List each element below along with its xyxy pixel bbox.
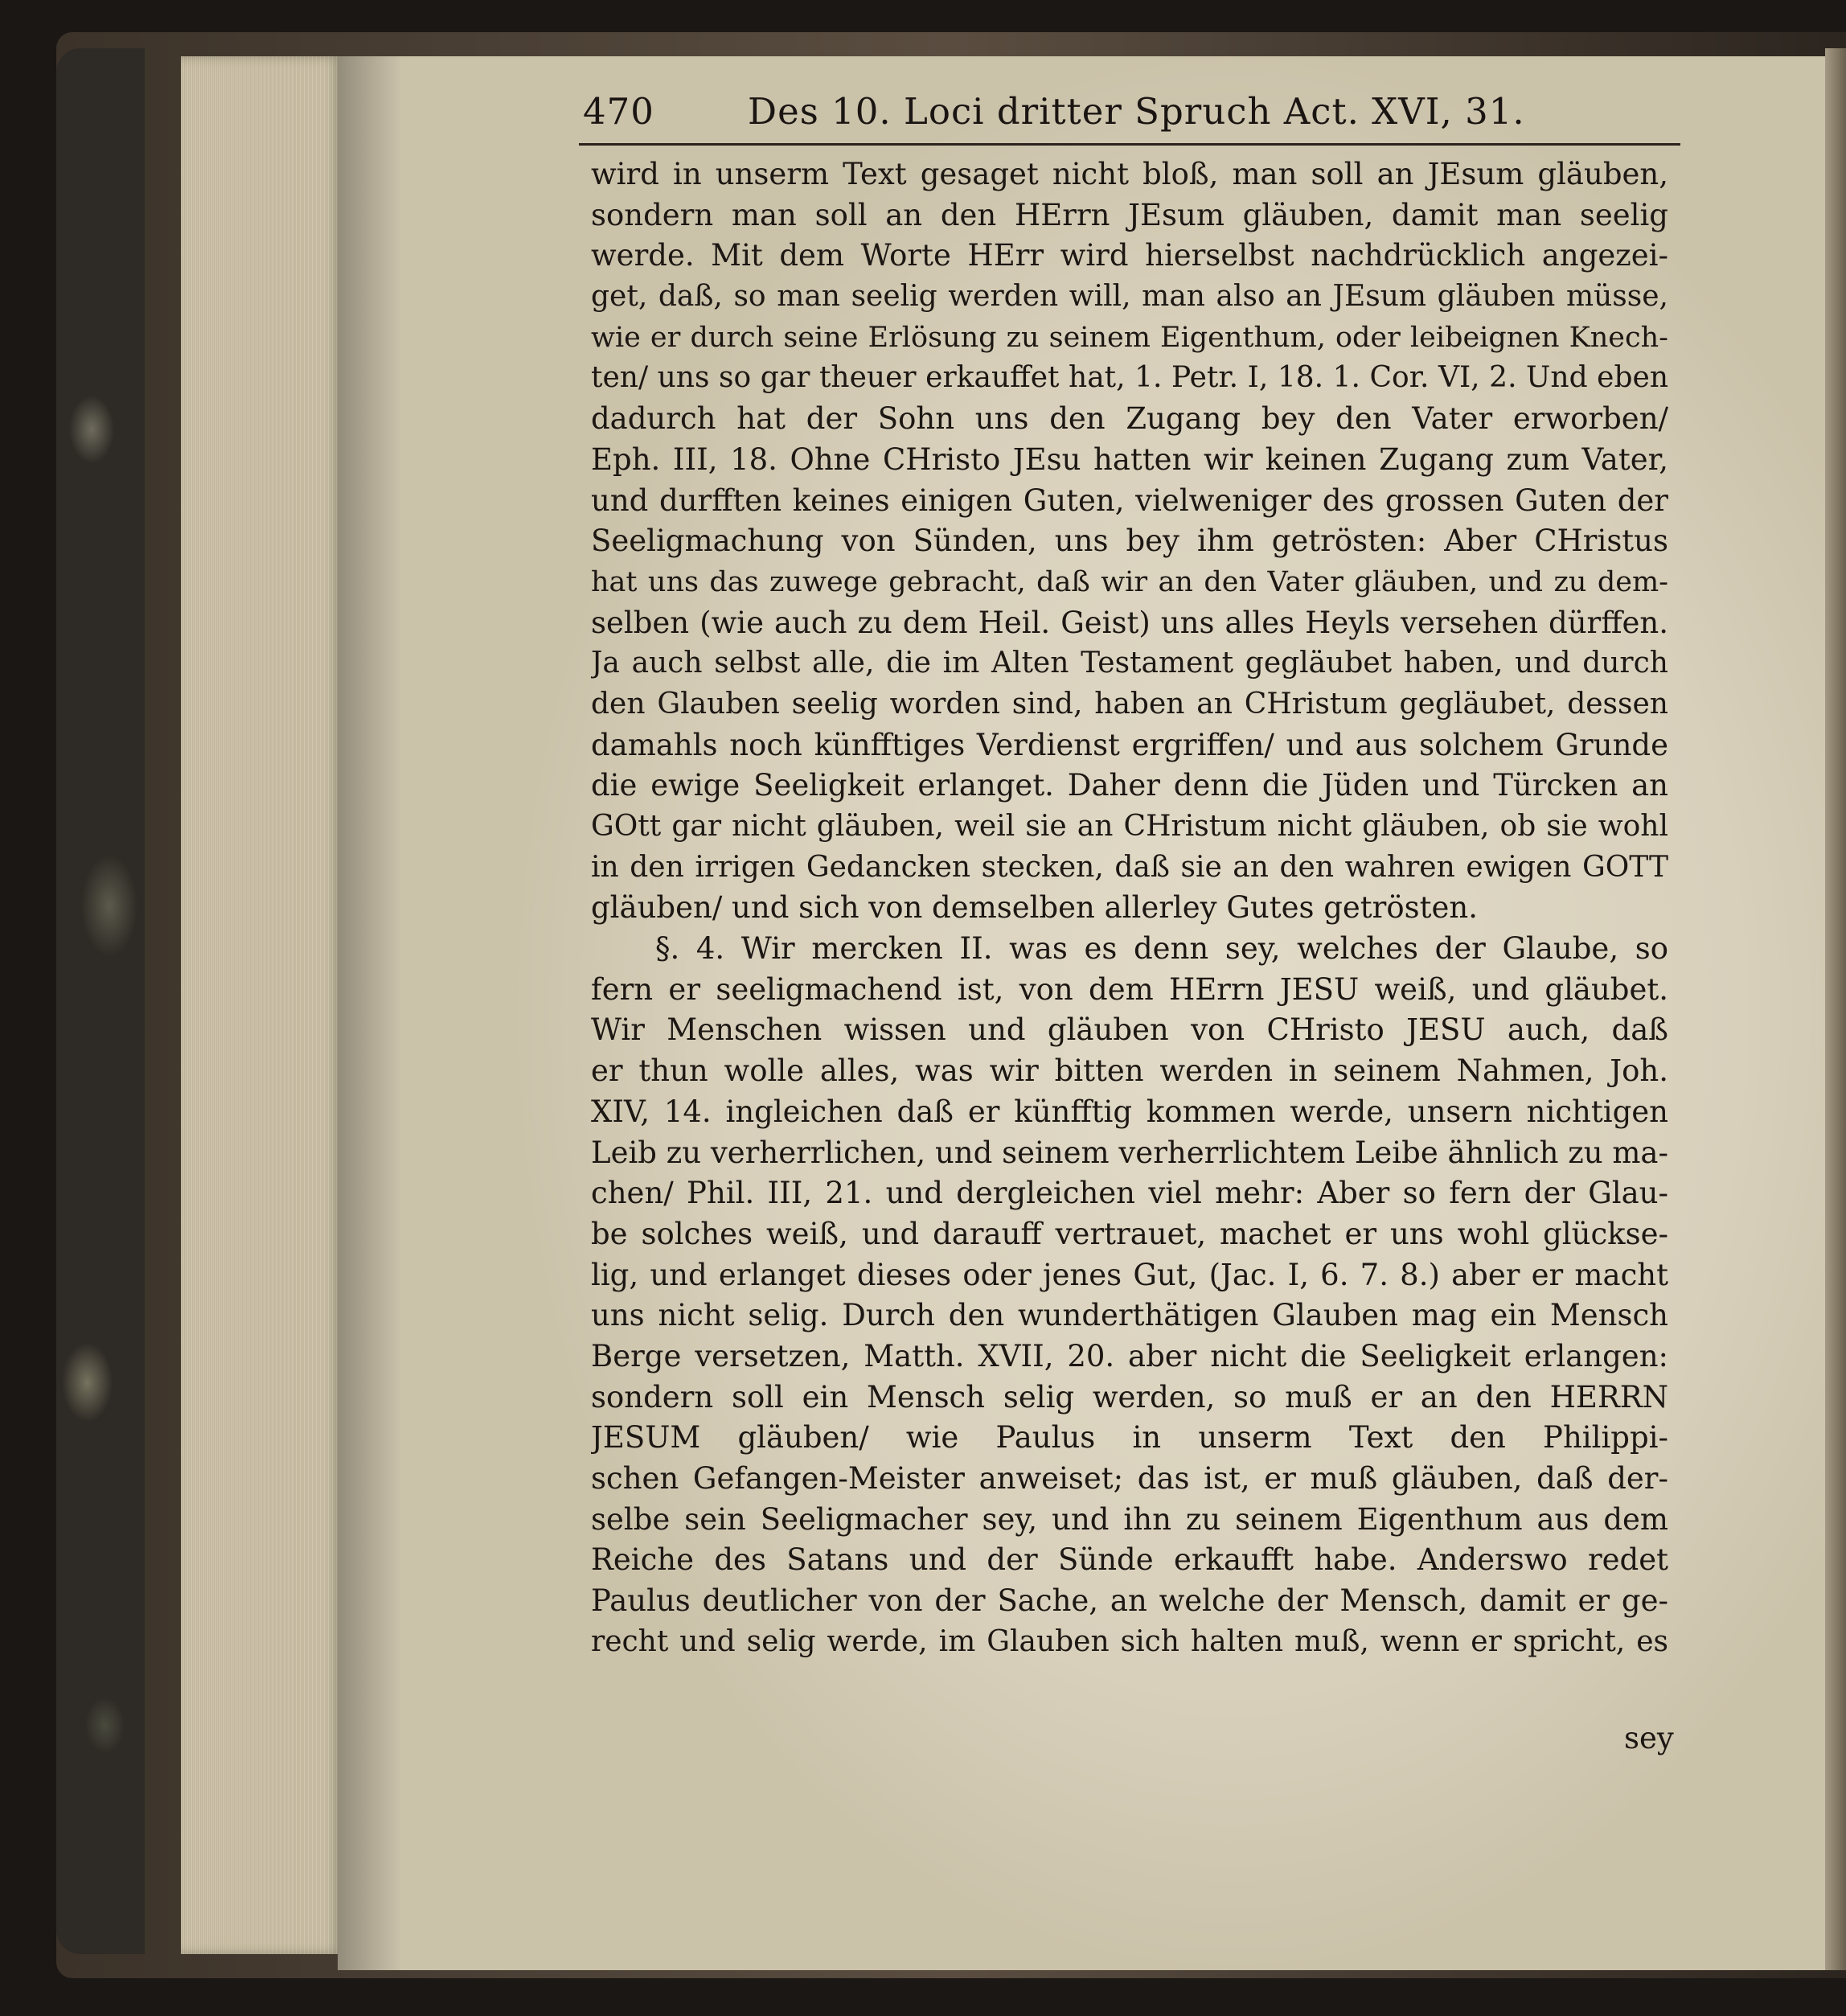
text-line: sondern man soll an den HErrn JEsum gläuben, damit man seelig	[591, 197, 1668, 232]
text-line: XIV, 14. ingleichen daß er künfftig kommen werde, unsern nichtigen	[591, 1094, 1668, 1129]
text-line: den Glauben seelig worden sind, haben an CHristum gegläubet, dessen	[591, 687, 1668, 721]
running-title: Des 10. Loci dritter Spruch Act. XVI, 31.	[748, 90, 1525, 133]
text-line: und durfften keines einigen Guten, vielweniger des grossen Guten der	[591, 482, 1668, 518]
gutter-shadow	[338, 56, 402, 1970]
page-edges	[181, 56, 342, 1954]
catchword: sey	[1624, 1721, 1674, 1755]
text-line: lig, und erlanget dieses oder jenes Gut, (Jac. I, 6. 7. 8.) aber er macht	[591, 1257, 1668, 1292]
page-number: 470	[583, 90, 654, 133]
text-line: Reiche des Satans und der Sünde erkaufft habe. Anderswo redet	[591, 1542, 1668, 1578]
text-line: recht und selig werde, im Glauben sich halten muß, wenn er spricht, es	[591, 1624, 1668, 1658]
text-line: chen/ Phil. III, 21. und dergleichen viel mehr: Aber so fern der Glau-	[591, 1176, 1668, 1211]
text-line: Paulus deutlicher von der Sache, an welche der Mensch, damit er ge-	[591, 1583, 1668, 1619]
text-line: werde. Mit dem Worte HErr wird hierselbst nachdrücklich angezei-	[591, 238, 1668, 273]
text-line: Seeligmachung von Sünden, uns bey ihm getrösten: Aber CHristus	[591, 524, 1668, 559]
text-line: wird in unserm Text gesaget nicht bloß, man soll an JEsum gläuben,	[591, 157, 1668, 191]
text-line: selben (wie auch zu dem Heil. Geist) uns alles Heyls versehen dürffen.	[591, 605, 1668, 640]
text-line: dadurch hat der Sohn uns den Zugang bey den Vater erworben/	[591, 401, 1668, 437]
text-line: die ewige Seeligkeit erlanget. Daher denn die Jüden und Türcken an	[591, 768, 1668, 803]
text-line: gläuben/ und sich von demselben allerley Gutes getrösten.	[591, 890, 1478, 926]
text-line: damahls noch künfftiges Verdienst ergriffen/ und aus solchem Grunde	[591, 727, 1668, 762]
marbled-cover	[56, 48, 145, 1954]
text-line: GOtt gar nicht gläuben, weil sie an CHristum nicht gläuben, ob sie wohl	[591, 810, 1668, 843]
text-line: Ja auch selbst alle, die im Alten Testament gegläubet haben, und durch	[591, 647, 1668, 680]
text-line: Berge versetzen, Matth. XVII, 20. aber nicht die Seeligkeit erlangen:	[591, 1338, 1668, 1373]
text-line: hat uns das zuwege gebracht, daß wir an den Vater gläuben, und zu dem-	[591, 565, 1668, 598]
body-text	[591, 154, 1668, 1662]
text-line: in den irrigen Gedancken stecken, daß sie an den wahren ewigen GOTT	[591, 850, 1668, 884]
text-line: schen Gefangen-Meister anweiset; das ist, er muß gläuben, daß der-	[591, 1461, 1668, 1496]
header-rule	[579, 143, 1680, 146]
right-page-edge	[1825, 48, 1846, 1970]
text-line: wie er durch seine Erlösung zu seinem Eigenthum, oder leibeignen Knech-	[591, 321, 1668, 354]
text-line: sondern soll ein Mensch selig werden, so muß er an den HERRN	[591, 1379, 1668, 1414]
text-line: JESUM gläuben/ wie Paulus in unserm Text den Philippi-	[591, 1420, 1668, 1456]
text-line: Eph. III, 18. Ohne CHristo JEsu hatten wir keinen Zugang zum Vater,	[591, 441, 1668, 477]
text-line: Wir Menschen wissen und gläuben von CHristo JESU auch, daß	[591, 1012, 1668, 1048]
text-line: ten/ uns so gar theuer erkauffet hat, 1. Petr. I, 18. 1. Cor. VI, 2. Und eben	[591, 361, 1668, 395]
section-heading-line: §. 4. Wir mercken II. was es denn sey, welches der Glaube, so	[655, 931, 1668, 967]
text-line: selbe sein Seeligmacher sey, und ihn zu seinem Eigenthum aus dem	[591, 1501, 1668, 1537]
text-line: get, daß, so man seelig werden will, man also an JEsum gläuben müsse,	[591, 280, 1668, 314]
text-line: Leib zu verherrlichen, und seinem verherrlichtem Leibe ähnlich zu ma-	[591, 1135, 1668, 1170]
running-header	[583, 90, 1684, 138]
text-line: fern er seeligmachend ist, von dem HErrn JESU weiß, und gläubet.	[591, 971, 1668, 1007]
text-line: er thun wolle alles, was wir bitten werden in seinem Nahmen, Joh.	[591, 1053, 1668, 1089]
text-line: be solches weiß, und darauff vertrauet, machet er uns wohl glückse-	[591, 1216, 1668, 1251]
text-line: uns nicht selig. Durch den wunderthätigen Glauben mag ein Mensch	[591, 1298, 1668, 1333]
